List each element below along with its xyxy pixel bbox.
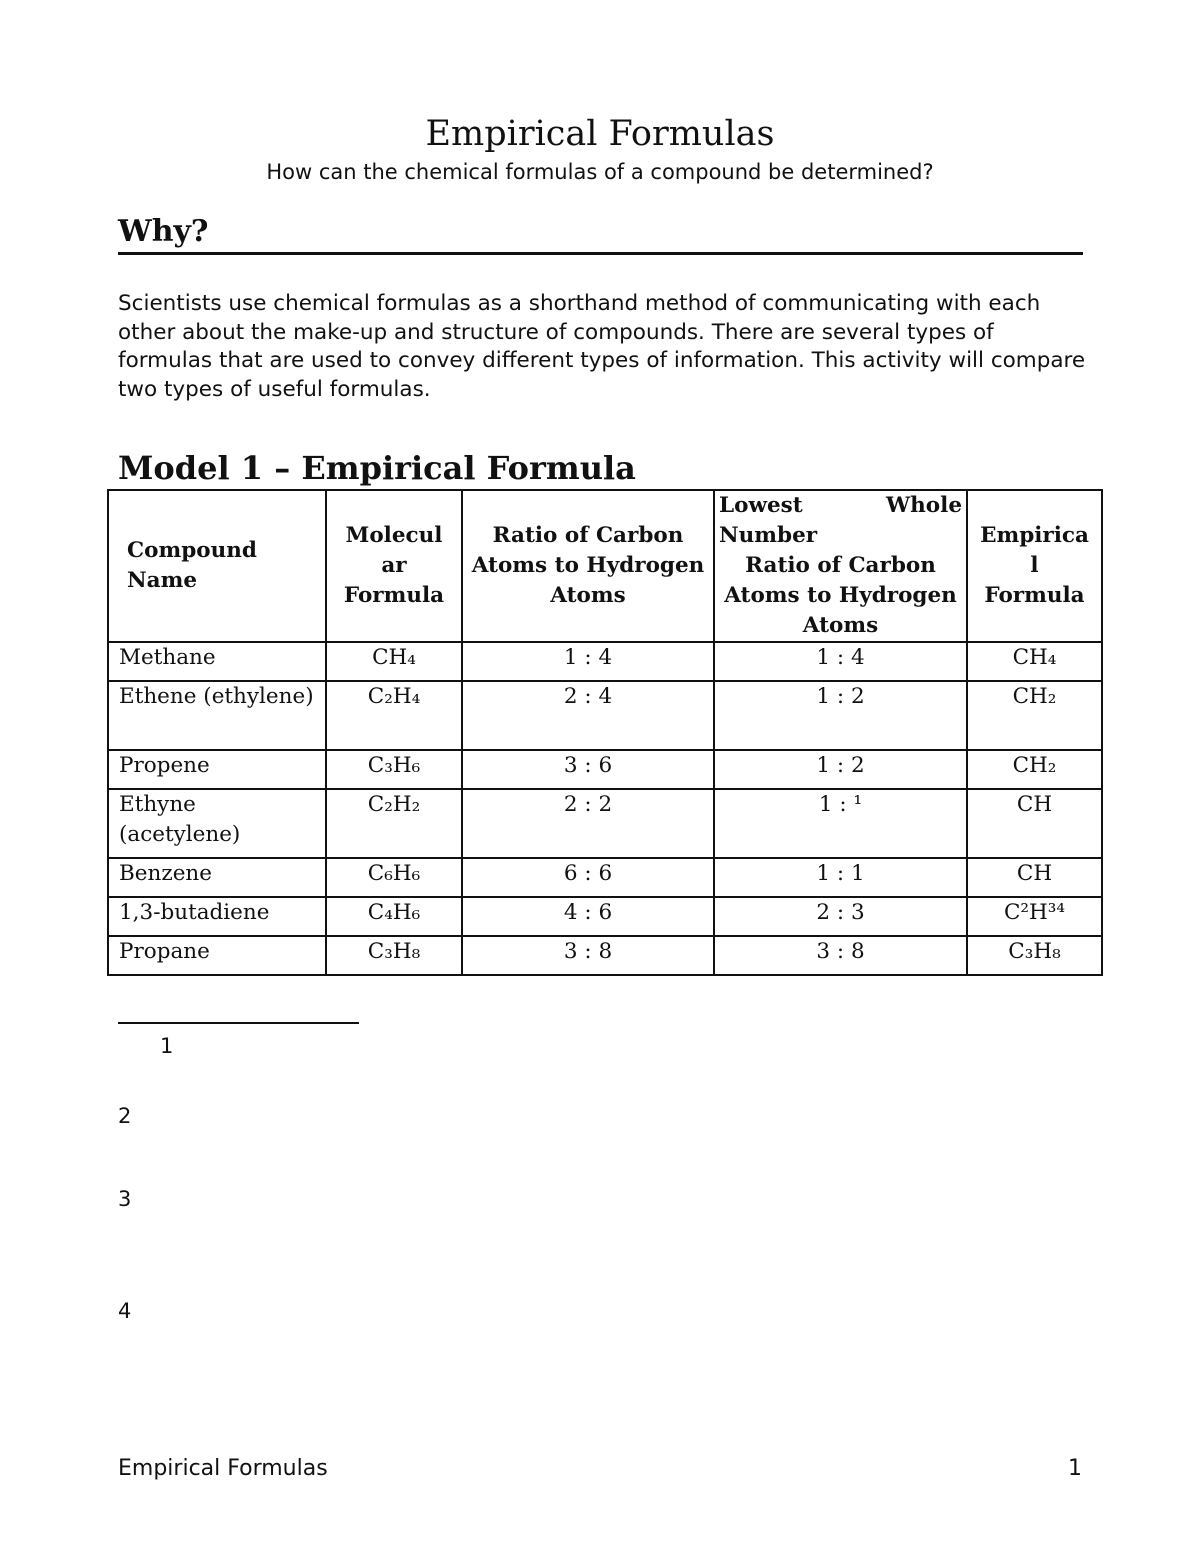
cell-empirical-formula: CH (967, 789, 1102, 858)
cell-ratio: 3 : 8 (462, 936, 714, 975)
cell-ratio: 6 : 6 (462, 858, 714, 897)
empirical-formula-table (107, 489, 1103, 976)
table-header-row (108, 490, 1102, 642)
header-empirical-formula-line: Empirica (980, 523, 1089, 548)
table-row (108, 750, 1102, 789)
cell-compound-name: Methane (108, 642, 326, 681)
cell-ratio: 2 : 4 (462, 681, 714, 750)
header-empirical-formula-line: l (1030, 553, 1039, 578)
cell-molecular-formula: C₃H₈ (326, 936, 462, 975)
table-row (108, 897, 1102, 936)
header-empirical-formula (967, 490, 1102, 642)
header-ratio: Ratio of Carbon Atoms to Hydrogen Atoms (462, 490, 714, 642)
cell-lowest-ratio: 1 : 4 (714, 642, 967, 681)
cell-lowest-ratio: 1 : 1 (714, 858, 967, 897)
intro-paragraph: Scientists use chemical formulas as a shorthand method of communicating with each other about the make-up and structure of compounds. There are several types of formulas that are used to convey different types of information. This activity will compare two types of useful formulas. (118, 291, 1086, 402)
cell-empirical-formula: CH₂ (967, 681, 1102, 750)
cell-lowest-ratio: 2 : 3 (714, 897, 967, 936)
header-whole-word: Whole (886, 493, 962, 518)
cell-empirical-formula: C₃H₈ (967, 936, 1102, 975)
why-heading: Why? (118, 212, 1083, 255)
cell-lowest-ratio: 1 : 2 (714, 750, 967, 789)
cell-molecular-formula: CH₄ (326, 642, 462, 681)
header-molecular-formula-line: ar (381, 553, 407, 578)
cell-molecular-formula: C₂H₄ (326, 681, 462, 750)
header-lowest-rest: Ratio of Carbon Atoms to Hydrogen Atoms (724, 553, 957, 638)
header-molecular-formula-line: Formula (343, 583, 445, 608)
cell-empirical-formula: CH₄ (967, 642, 1102, 681)
cell-ratio: 3 : 6 (462, 750, 714, 789)
cell-lowest-ratio: 1 : ¹ (714, 789, 967, 858)
table-row (108, 681, 1102, 750)
footnote-marker: 2 (118, 1104, 132, 1128)
table-row (108, 789, 1102, 858)
table-row (108, 858, 1102, 897)
header-molecular-formula-line: Molecul (345, 523, 443, 548)
cell-compound-name: Ethene (ethylene) (108, 681, 326, 750)
model-heading: Model 1 – Empirical Formula (118, 449, 636, 487)
cell-compound-name: Benzene (108, 858, 326, 897)
footnote-marker: 4 (118, 1299, 132, 1323)
header-number-word: Number (719, 523, 818, 548)
cell-compound-name: Propene (108, 750, 326, 789)
footnote-marker: 3 (118, 1187, 132, 1211)
header-lowest-word: Lowest (719, 493, 803, 518)
cell-molecular-formula: C₃H₆ (326, 750, 462, 789)
cell-molecular-formula: C₆H₆ (326, 858, 462, 897)
cell-ratio: 2 : 2 (462, 789, 714, 858)
cell-compound-name: 1,3-butadiene (108, 897, 326, 936)
cell-empirical-formula: CH (967, 858, 1102, 897)
header-empirical-formula-line: Formula (984, 583, 1085, 608)
cell-lowest-ratio: 1 : 2 (714, 681, 967, 750)
page-subtitle: How can the chemical formulas of a compound be determined? (266, 160, 934, 184)
table-row (108, 642, 1102, 681)
cell-molecular-formula: C₂H₂ (326, 789, 462, 858)
header-lowest-ratio (714, 490, 967, 642)
cell-molecular-formula: C₄H₆ (326, 897, 462, 936)
cell-ratio: 1 : 4 (462, 642, 714, 681)
table-row (108, 936, 1102, 975)
header-molecular-formula (326, 490, 462, 642)
cell-empirical-formula: C²H³⁴ (967, 897, 1102, 936)
cell-compound-name: Propane (108, 936, 326, 975)
cell-empirical-formula: CH₂ (967, 750, 1102, 789)
cell-lowest-ratio: 3 : 8 (714, 936, 967, 975)
page-title: Empirical Formulas (425, 114, 775, 154)
cell-compound-name: Ethyne (acetylene) (108, 789, 326, 858)
footnote-separator (118, 1022, 359, 1024)
header-compound-name: Compound Name (108, 490, 326, 642)
footnote-marker: 1 (160, 1034, 174, 1058)
footer-document-title: Empirical Formulas (118, 1456, 328, 1481)
cell-ratio: 4 : 6 (462, 897, 714, 936)
footer-page-number: 1 (1068, 1456, 1082, 1481)
